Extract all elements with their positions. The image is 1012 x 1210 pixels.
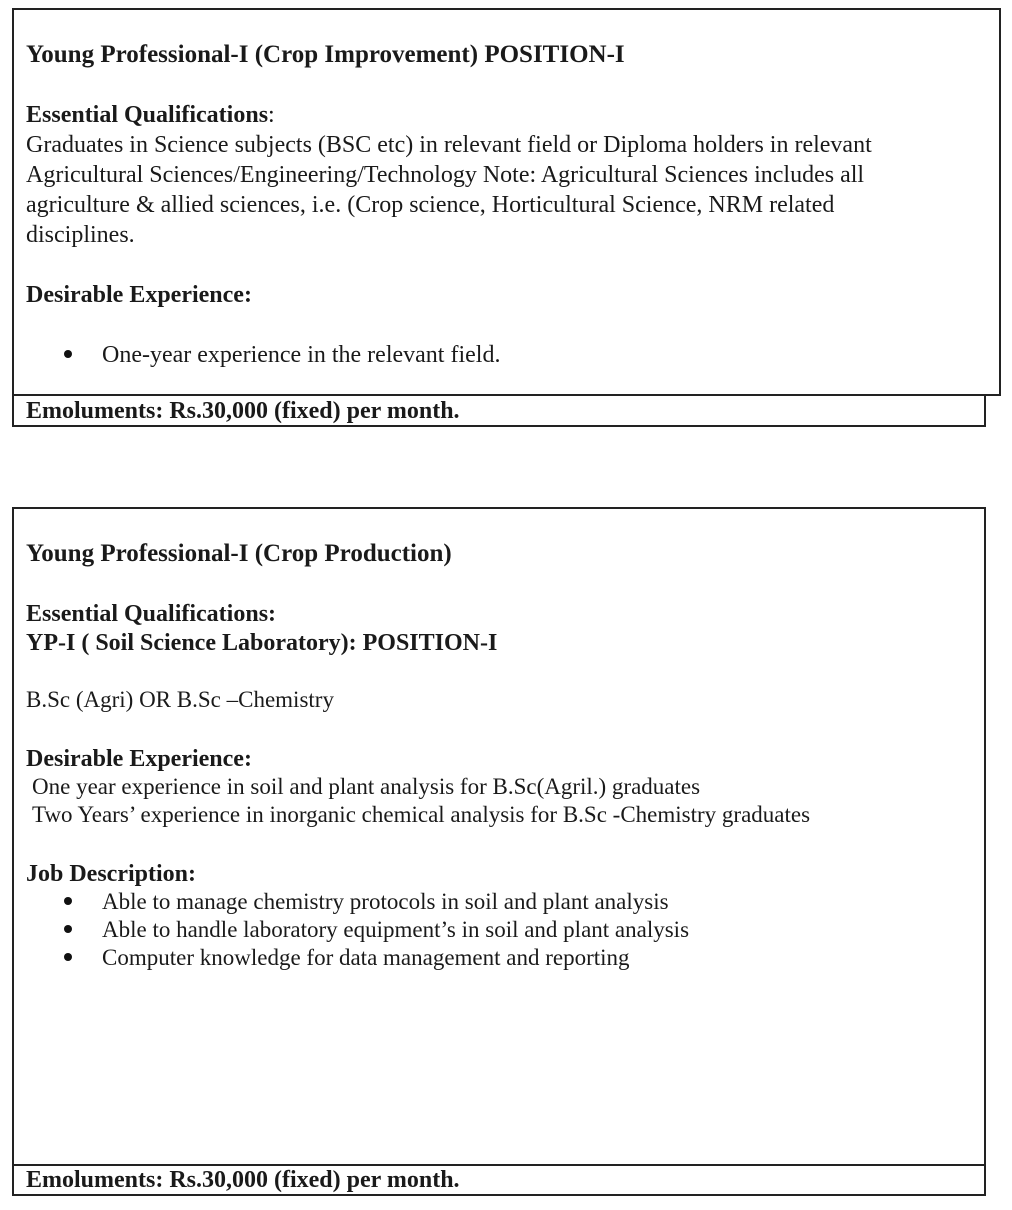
position-box-crop-improvement (12, 8, 1001, 396)
text-line: Graduates in Science subjects (BSC etc) in relevant field or Diploma holders in relevant (26, 132, 872, 158)
list-item (64, 887, 669, 917)
emoluments-row: Emoluments: Rs.30,000 (fixed) per month. (12, 394, 986, 427)
text-line: Agricultural Sciences/Engineering/Technology Note: Agricultural Sciences includes all (26, 162, 865, 188)
desirable-experience-text (32, 773, 810, 829)
list-item-text: Able to manage chemistry protocols in soil and plant analysis (102, 889, 669, 914)
essential-qualifications-heading: Essential Qualifications: (26, 601, 277, 627)
text-line: disciplines. (26, 222, 135, 248)
list-item-text: Able to handle laboratory equipment’s in soil and plant analysis (102, 917, 690, 942)
list-item (64, 915, 689, 945)
desirable-experience-heading: Desirable Experience: (26, 282, 252, 308)
text-line: agriculture & allied sciences, i.e. (Crop science, Horticultural Science, NRM related (26, 192, 835, 218)
job-description-heading: Job Description: (26, 861, 196, 887)
position-title: Young Professional-I (Crop Improvement) POSITION-I (26, 41, 625, 68)
position-title: Young Professional-I (Crop Production) (26, 540, 452, 567)
text-line: One year experience in soil and plant analysis for B.Sc(Agril.) graduates (32, 774, 701, 799)
position-subtitle: YP-I ( Soil Science Laboratory): POSITION-I (26, 630, 498, 656)
qualification-text: B.Sc (Agri) OR B.Sc –Chemistry (26, 687, 334, 712)
essential-qualifications-heading: Essential Qualifications: (26, 102, 275, 128)
emoluments-row: Emoluments: Rs.30,000 (fixed) per month. (12, 1164, 986, 1196)
bullet-icon (64, 953, 72, 961)
text-line: Two Years’ experience in inorganic chemical analysis for B.Sc -Chemistry graduates (32, 802, 811, 827)
desirable-experience-heading: Desirable Experience: (26, 746, 252, 772)
position-box-crop-production (12, 507, 986, 1167)
essential-qualifications-text (26, 130, 983, 250)
list-item-text: Computer knowledge for data management and reporting (102, 945, 630, 970)
bullet-icon (64, 350, 72, 358)
list-item (64, 943, 630, 973)
list-item (64, 340, 500, 370)
list-item-text: One-year experience in the relevant field. (102, 342, 501, 368)
bullet-icon (64, 897, 72, 905)
bullet-icon (64, 925, 72, 933)
